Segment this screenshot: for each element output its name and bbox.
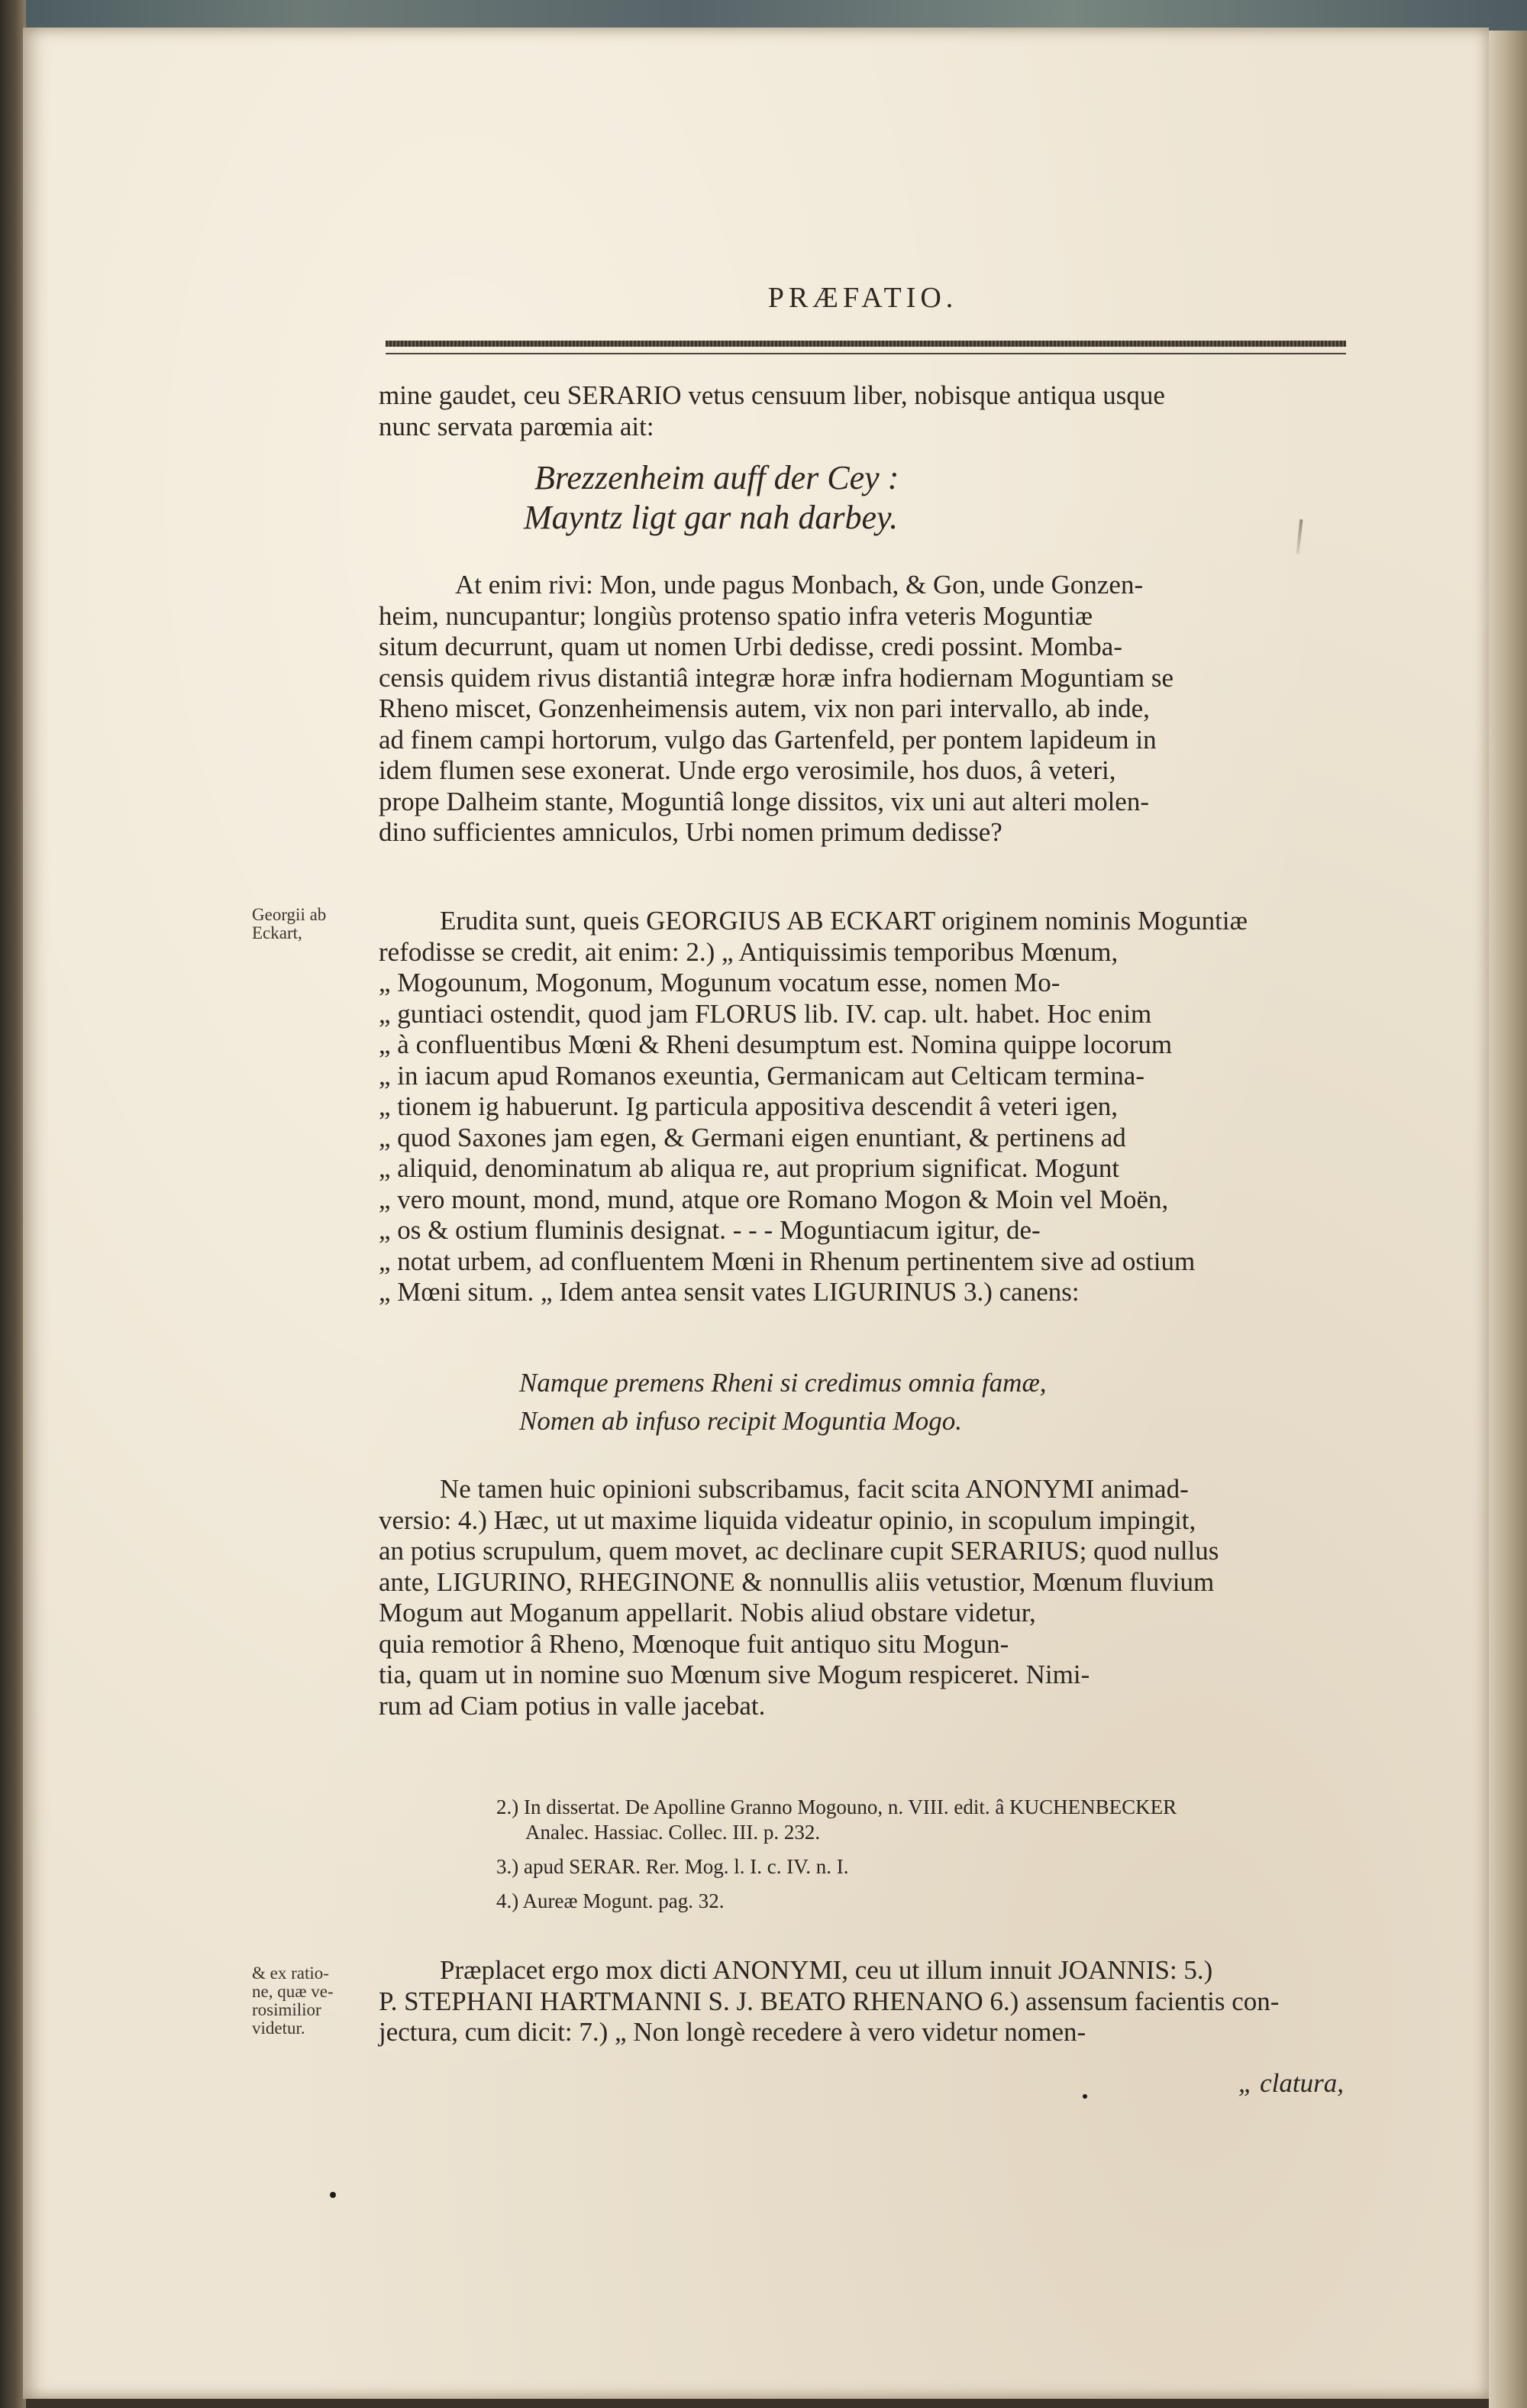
text-line: Rheno miscet, Gonzenheimensis autem, vix non pari intervallo, ab inde, [379, 693, 1150, 723]
margin-note-line: ne, quæ ve- [252, 1982, 334, 2001]
footnote-line: Analec. Hassiac. Collec. III. p. 232. [525, 1821, 821, 1844]
page-header-title: PRÆFATIO. [767, 282, 958, 314]
verse-line: Brezzenheim auff der Cey : [534, 459, 899, 496]
text-line: heim, nuncupantur; longiùs protenso spatio infra veteris Moguntiæ [379, 600, 1093, 631]
text-line: censis quidem rivus distantiâ integræ horæ infra hodiernam Moguntiam se [379, 662, 1174, 693]
margin-note-line: Georgii ab [252, 905, 327, 924]
scan-edge-left [0, 0, 26, 2408]
verse-line: Mayntz ligt gar nah darbey. [524, 499, 899, 536]
text-line: „ os & ostium fluminis designat. - - - Moguntiacum igitur, de- [379, 1215, 1041, 1245]
text-line: „ guntiaci ostendit, quod jam FLORUS lib. IV. cap. ult. habet. Hoc enim [379, 998, 1152, 1029]
text-line: P. STEPHANI HARTMANNI S. J. BEATO RHENANO 6.) assensum facientis con- [379, 1986, 1280, 2016]
verse-line: Namque premens Rheni si credimus omnia famæ, [519, 1368, 1047, 1398]
text-line: Ne tamen huic opinioni subscribamus, facit scita ANONYMI animad- [440, 1474, 1189, 1504]
verse-2 [519, 1364, 1206, 1440]
margin-note-ratione [252, 1964, 374, 2038]
paragraph-1 [379, 380, 1344, 442]
text-line: „ aliquid, denominatum ab aliqua re, aut proprium significat. Mogunt [379, 1153, 1120, 1183]
text-line: tia, quam ut in nomine suo Mœnum sive Mogum respiceret. Nimi- [379, 1660, 1090, 1689]
scan-edge-right [1489, 31, 1527, 2408]
paragraph-2 [379, 570, 1344, 848]
paragraph-4 [379, 1474, 1344, 1721]
text-line: At enim rivi: Mon, unde pagus Monbach, & Gon, unde Gonzen- [455, 570, 1144, 600]
text-line: idem flumen sese exonerat. Unde ergo verosimile, hos duos, â veteri, [379, 755, 1116, 785]
margin-note-line: videtur. [252, 2019, 305, 2038]
text-line: nunc servata parœmia ait: [379, 411, 654, 441]
text-line: „ Mogounum, Mogonum, Mogunum vocatum esse, nomen Mo- [379, 968, 1061, 997]
text-line: jectura, cum dicit: 7.) „ Non longè recedere à vero videtur nomen- [379, 2017, 1086, 2047]
text-line: „ à confluentibus Mœni & Rheni desumptum est. Nomina quippe locorum [379, 1029, 1173, 1059]
text-line: „ quod Saxones jam egen, & Germani eigen enuntiant, & pertinens ad [379, 1122, 1126, 1152]
margin-note-eckart [252, 906, 374, 942]
footnote-line: 3.) apud SERAR. Rer. Mog. l. I. c. IV. n. I. [496, 1855, 849, 1878]
verse-1 [524, 458, 1222, 538]
text-line: Mogum aut Moganum appellarit. Nobis aliud obstare videtur, [379, 1598, 1036, 1627]
text-line: ad finem campi hortorum, vulgo das Gartenfeld, per pontem lapideum in [379, 724, 1157, 755]
text-line: versio: 4.) Hæc, ut ut maxime liquida videatur opinio, in scopulum impingit, [379, 1505, 1196, 1535]
margin-note-line: rosimilior [252, 2000, 321, 2019]
text-line: „ vero mount, mond, mund, atque ore Romano Mogon & Moin vel Moën, [379, 1184, 1169, 1214]
footnotes [496, 1795, 1351, 1923]
text-line: quia remotior â Rheno, Mœnoque fuit antiquo situ Mogun- [379, 1628, 1009, 1659]
footnote-line: 4.) Aureæ Mogunt. pag. 32. [496, 1889, 725, 1912]
text-line: refodisse se credit, ait enim: 2.) „ Antiquissimis temporibus Mœnum, [379, 936, 1119, 967]
paragraph-3 [379, 906, 1344, 1308]
text-line: prope Dalheim stante, Moguntiâ longe dissitos, vix uni aut alteri molen- [379, 786, 1149, 816]
text-line: mine gaudet, ceu SERARIO vetus censuum liber, nobisque antiqua usque [379, 380, 1165, 410]
text-line: „ Mœni situm. „ Idem antea sensit vates LIGURINUS 3.) canens: [379, 1277, 1080, 1307]
text-line: „ notat urbem, ad confluentem Mœni in Rhenum pertinentem sive ad ostium [379, 1246, 1196, 1276]
paragraph-5 [379, 1955, 1344, 2048]
text-line: „ in iacum apud Romanos exeuntia, Germanicam aut Celticam termina- [379, 1060, 1144, 1091]
text-line: situm decurrunt, quam ut nomen Urbi dedisse, credi possint. Momba- [379, 632, 1123, 661]
text-line: Præplacet ergo mox dicti ANONYMI, ceu ut illum innuit JOANNIS: 5.) [440, 1955, 1213, 1985]
verse-line: Nomen ab infuso recipit Moguntia Mogo. [519, 1406, 963, 1436]
text-line: ante, LIGURINO, RHEGINONE & nonnullis aliis vetustior, Mœnum fluvium [379, 1566, 1215, 1597]
margin-note-line: Eckart, [252, 923, 302, 942]
footnote [496, 1795, 1351, 1845]
margin-note-line: & ex ratio- [252, 1964, 329, 1983]
footnote [496, 1889, 1351, 1914]
text-line: rum ad Ciam potius in valle jacebat. [379, 1690, 766, 1721]
footnote-line: 2.) In dissertat. De Apolline Granno Mogouno, n. VIII. edit. â KUCHENBECKER [496, 1795, 1177, 1818]
text-line: „ tionem ig habuerunt. Ig particula appositiva descendit â veteri igen, [379, 1091, 1119, 1121]
catchword: „ clatura, [1238, 2068, 1344, 2098]
text-line: dino sufficientes amniculos, Urbi nomen primum dedisse? [379, 817, 1002, 847]
header-rule-thin [386, 353, 1346, 354]
ink-speck [330, 2192, 336, 2198]
text-line: an potius scrupulum, quem movet, ac declinare cupit SERARIUS; quod nullus [379, 1536, 1219, 1566]
ink-speck [1083, 2094, 1087, 2099]
header-rule [386, 341, 1346, 347]
footnote [496, 1854, 1351, 1880]
text-line: Erudita sunt, queis GEORGIUS AB ECKART originem nominis Moguntiæ [440, 906, 1248, 936]
